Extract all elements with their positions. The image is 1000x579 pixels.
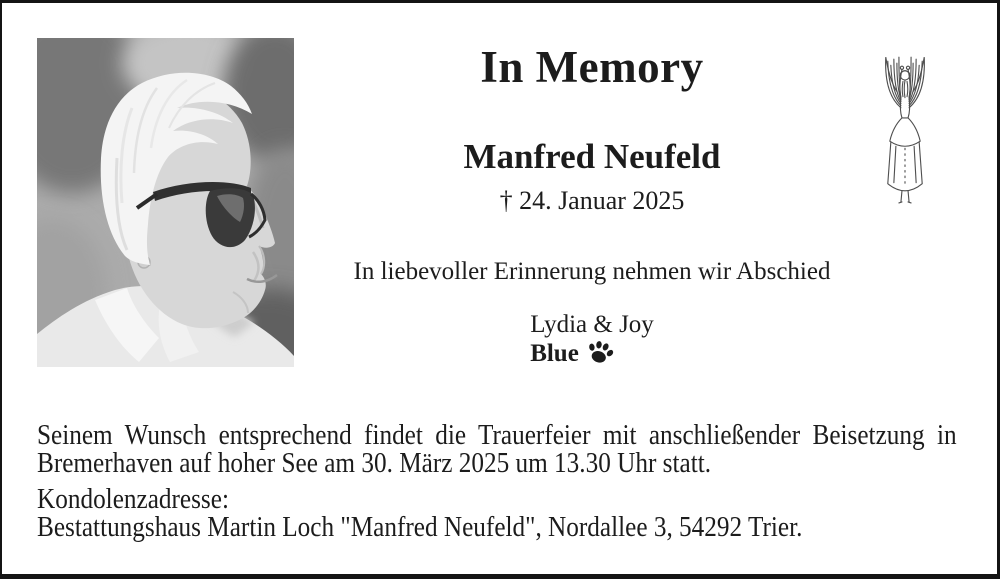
announcement-line-1: Seinem Wunsch entsprechend findet die Trauerfeier mit anschließender Beisetzung in [37, 419, 957, 451]
condolence-label: Kondolenzadresse: [37, 483, 229, 515]
announcement-line-2: Bremerhaven auf hoher See am 30. März 2025 um 13.30 Uhr statt. [37, 447, 712, 479]
mourners-block [530, 311, 654, 375]
death-date: † 24. Januar 2025 [499, 186, 685, 215]
mourners-line: Lydia & Joy [530, 311, 654, 338]
memorial-text-column [302, 41, 882, 375]
angel-figure-graphic [881, 45, 929, 207]
pet-name: Blue [530, 340, 579, 367]
deceased-name: Manfred Neufeld [463, 137, 721, 176]
portrait-photo-graphic [37, 38, 294, 367]
announcement-paragraph [37, 421, 957, 541]
memorial-title: In Memory [480, 42, 704, 92]
paw-print-icon [585, 339, 615, 375]
condolence-address: Bestattungshaus Martin Loch "Manfred Neufeld", Nordallee 3, 54292 Trier. [37, 511, 803, 543]
farewell-text: In liebevoller Erinnerung nehmen wir Abschied [353, 258, 831, 285]
pet-name-line [530, 339, 654, 375]
angel-icon [881, 45, 929, 207]
deceased-portrait-photo [37, 38, 294, 367]
